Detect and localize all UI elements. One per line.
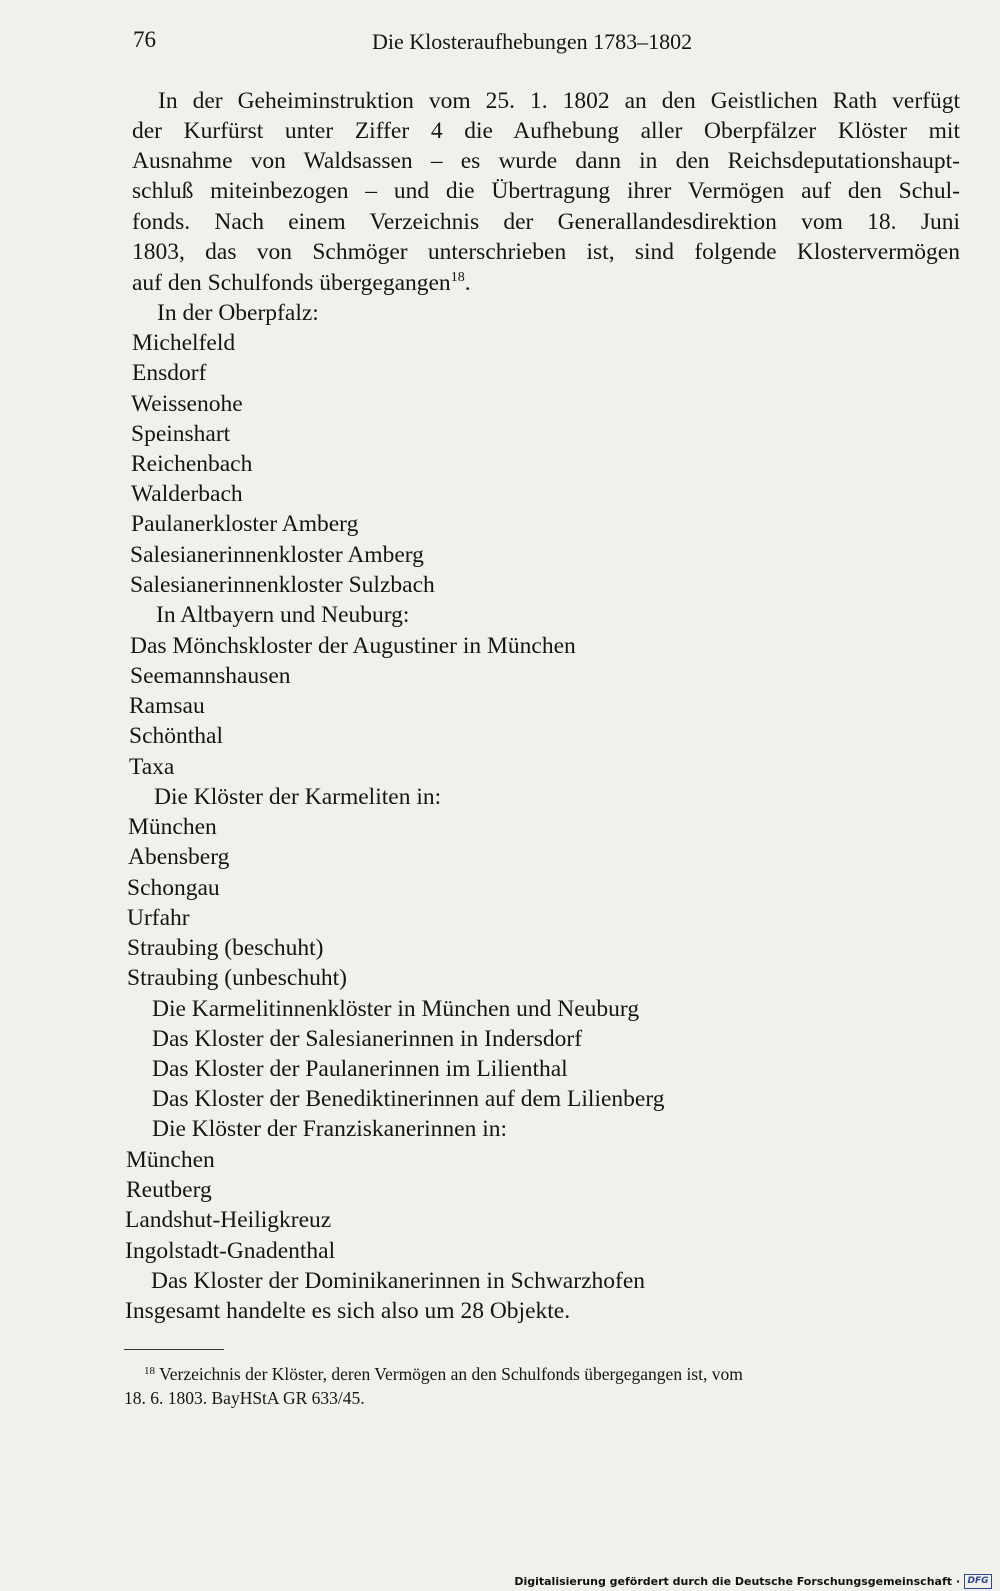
funding-banner <box>514 1571 1000 1591</box>
indented-line: Das Kloster der Dominikanerinnen in Schwarzhofen <box>151 1268 646 1294</box>
list-item: Paulanerkloster Amberg <box>131 511 359 537</box>
funding-text: Digitalisierung gefördert durch die Deutsche Forschungsgemeinschaft · <box>514 1574 960 1588</box>
list-item: Walderbach <box>131 481 243 507</box>
footnote-text: Verzeichnis der Klöster, deren Vermögen an den Schulfonds übergegangen ist, vom <box>159 1364 743 1384</box>
list-item: Abensberg <box>128 844 230 870</box>
footnote-line: 18. 6. 1803. BayHStA GR 633/45. <box>124 1388 365 1408</box>
list-item: Ensdorf <box>132 360 207 386</box>
paragraph-last-text: auf den Schulfonds übergegangen <box>132 270 451 296</box>
footnote-marker: 18 <box>144 1365 155 1377</box>
paragraph-line: In der Geheiminstruktion vom 25. 1. 1802 an den Geistlichen Rath verfügt <box>158 88 960 114</box>
paragraph-last-line <box>132 271 471 296</box>
list-item: Reutberg <box>126 1177 212 1203</box>
list-item: Urfahr <box>127 905 190 931</box>
list-item: Speinshart <box>131 421 231 447</box>
footnote-line <box>144 1366 743 1384</box>
paragraph-line: 1803, das von Schmöger unterschrieben ist, sind folgende Klostervermögen <box>132 239 960 265</box>
footnote-rule <box>124 1349 224 1350</box>
list-item: Salesianerinnenkloster Amberg <box>130 542 424 568</box>
section-heading-karmeliten: Die Klöster der Karmeliten in: <box>154 784 442 810</box>
running-title: Die Klosteraufhebungen 1783–1802 <box>372 29 693 54</box>
list-item: Das Mönchskloster der Augustiner in München <box>130 633 576 659</box>
list-item: Straubing (beschuht) <box>127 935 324 961</box>
list-item: Reichenbach <box>131 451 253 477</box>
list-item: Schongau <box>127 875 220 901</box>
summary-line: Insgesamt handelte es sich also um 28 Objekte. <box>125 1298 571 1324</box>
dfg-logo-icon: DFG <box>964 1574 992 1589</box>
indented-line: Das Kloster der Benediktinerinnen auf dem Lilienberg <box>152 1086 665 1112</box>
list-item: Taxa <box>129 754 175 780</box>
list-item: Michelfeld <box>132 330 236 356</box>
list-item: München <box>126 1147 215 1173</box>
section-heading-altbayern: In Altbayern und Neuburg: <box>156 602 410 628</box>
footnote-ref: 18 <box>450 270 465 285</box>
indented-line: Das Kloster der Salesianerinnen in Indersdorf <box>152 1026 583 1052</box>
indented-line: Die Karmelitinnenklöster in München und Neuburg <box>152 996 640 1022</box>
list-item: Seemannshausen <box>130 663 291 689</box>
page-number: 76 <box>133 27 156 52</box>
paragraph-last-end: . <box>464 270 471 296</box>
list-item: Salesianerinnenkloster Sulzbach <box>130 572 435 598</box>
section-heading-oberpfalz: In der Oberpfalz: <box>157 300 319 326</box>
list-item: Straubing (unbeschuht) <box>127 965 347 991</box>
paragraph-line: Ausnahme von Waldsassen – es wurde dann in den Reichsdeputationshaupt- <box>132 148 960 174</box>
list-item: Ramsau <box>129 693 205 719</box>
list-item: Schönthal <box>129 723 223 749</box>
list-item: Ingolstadt-Gnadenthal <box>125 1238 336 1264</box>
indented-line: Das Kloster der Paulanerinnen im Lilienthal <box>152 1056 568 1082</box>
indented-line: Die Klöster der Franziskanerinnen in: <box>152 1116 508 1142</box>
paragraph-line: der Kurfürst unter Ziffer 4 die Aufhebung aller Oberpfälzer Klöster mit <box>132 118 960 144</box>
paragraph-line: fonds. Nach einem Verzeichnis der Generallandesdirektion vom 18. Juni <box>132 209 960 235</box>
list-item: Landshut-Heiligkreuz <box>125 1207 332 1233</box>
list-item: München <box>128 814 217 840</box>
list-item: Weissenohe <box>131 391 243 417</box>
paragraph-line: schluß miteinbezogen – und die Übertragung ihrer Vermögen auf den Schul- <box>132 178 960 204</box>
